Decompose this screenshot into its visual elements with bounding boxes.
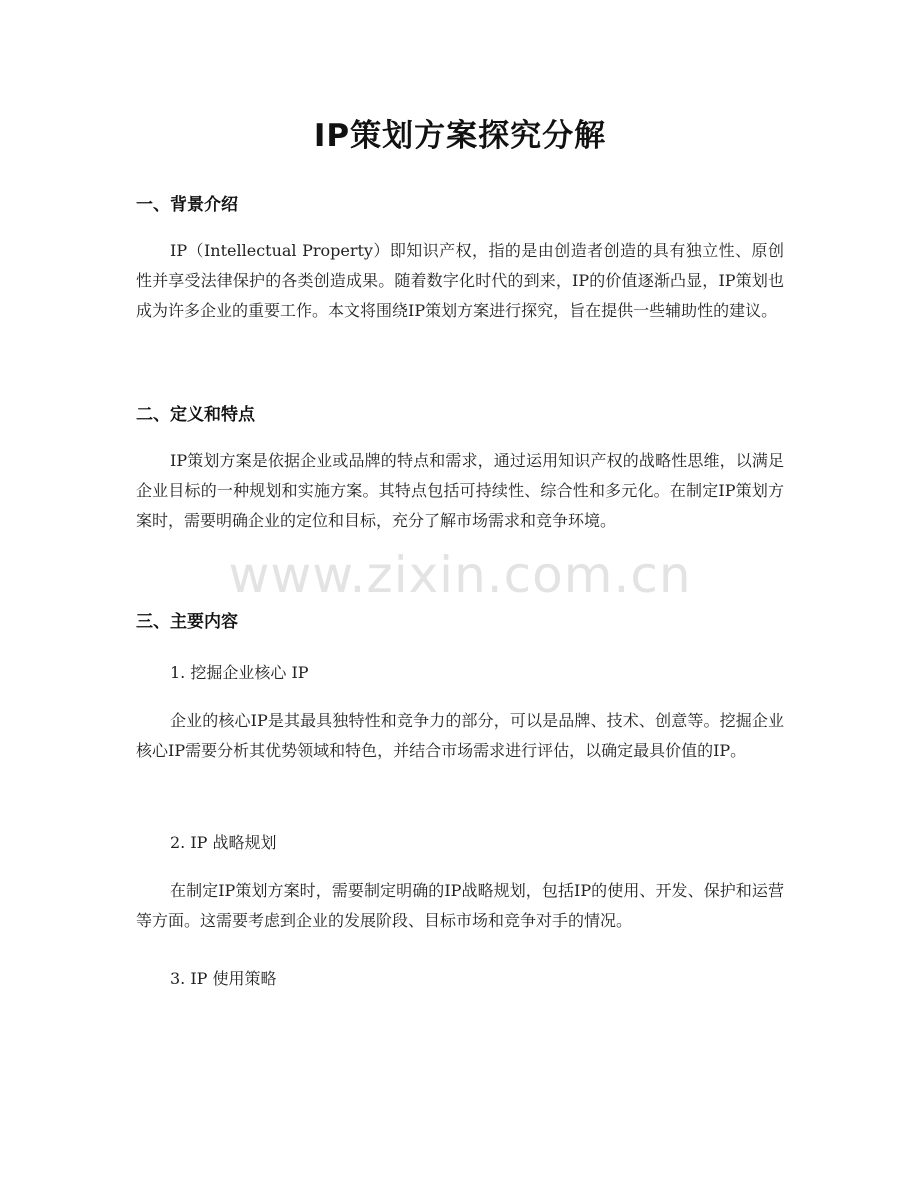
section-heading-background: 一、背景介绍 [136,195,238,215]
paragraph-ip-strategy: 在制定IP策划方案时，需要制定明确的IP战略规划，包括IP的使用、开发、保护和运营等方面。这需要考虑到企业的发展阶段、目标市场和竞争对手的情况。 [136,881,784,930]
section-heading-main-content: 三、主要内容 [136,612,238,632]
paragraph-core-ip: 企业的核心IP是其最具独特性和竞争力的部分，可以是品牌、技术、创意等。挖掘企业核心IP需要分析其优势领域和特色，并结合市场需求进行评估，以确定最具价值的IP。 [136,711,784,760]
section-heading-definition: 二、定义和特点 [136,405,255,425]
subheading-ip-usage: 3. IP 使用策略 [170,969,277,988]
document-title: IP策划方案探究分解 [313,118,607,154]
subheading-ip-strategy: 2. IP 战略规划 [170,833,277,852]
subheading-core-ip: 1. 挖掘企业核心 IP [170,663,309,682]
paragraph-background: IP（Intellectual Property）即知识产权，指的是由创造者创造的具有独立性、原创性并享受法律保护的各类创造成果。随着数字化时代的到来，IP的价值逐渐凸显，IP策划也成为许多企业的重要工作。本文将围绕IP策划方案进行探究，旨在提供一些辅助性的建议。 [136,241,784,320]
watermark: www.zixin.com.cn [228,546,692,604]
paragraph-definition: IP策划方案是依据企业或品牌的特点和需求，通过运用知识产权的战略性思维，以满足企业目标的一种规划和实施方案。其特点包括可持续性、综合性和多元化。在制定IP策划方案时，需要明确企业的定位和目标，充分了解市场需求和竞争环境。 [136,451,784,530]
